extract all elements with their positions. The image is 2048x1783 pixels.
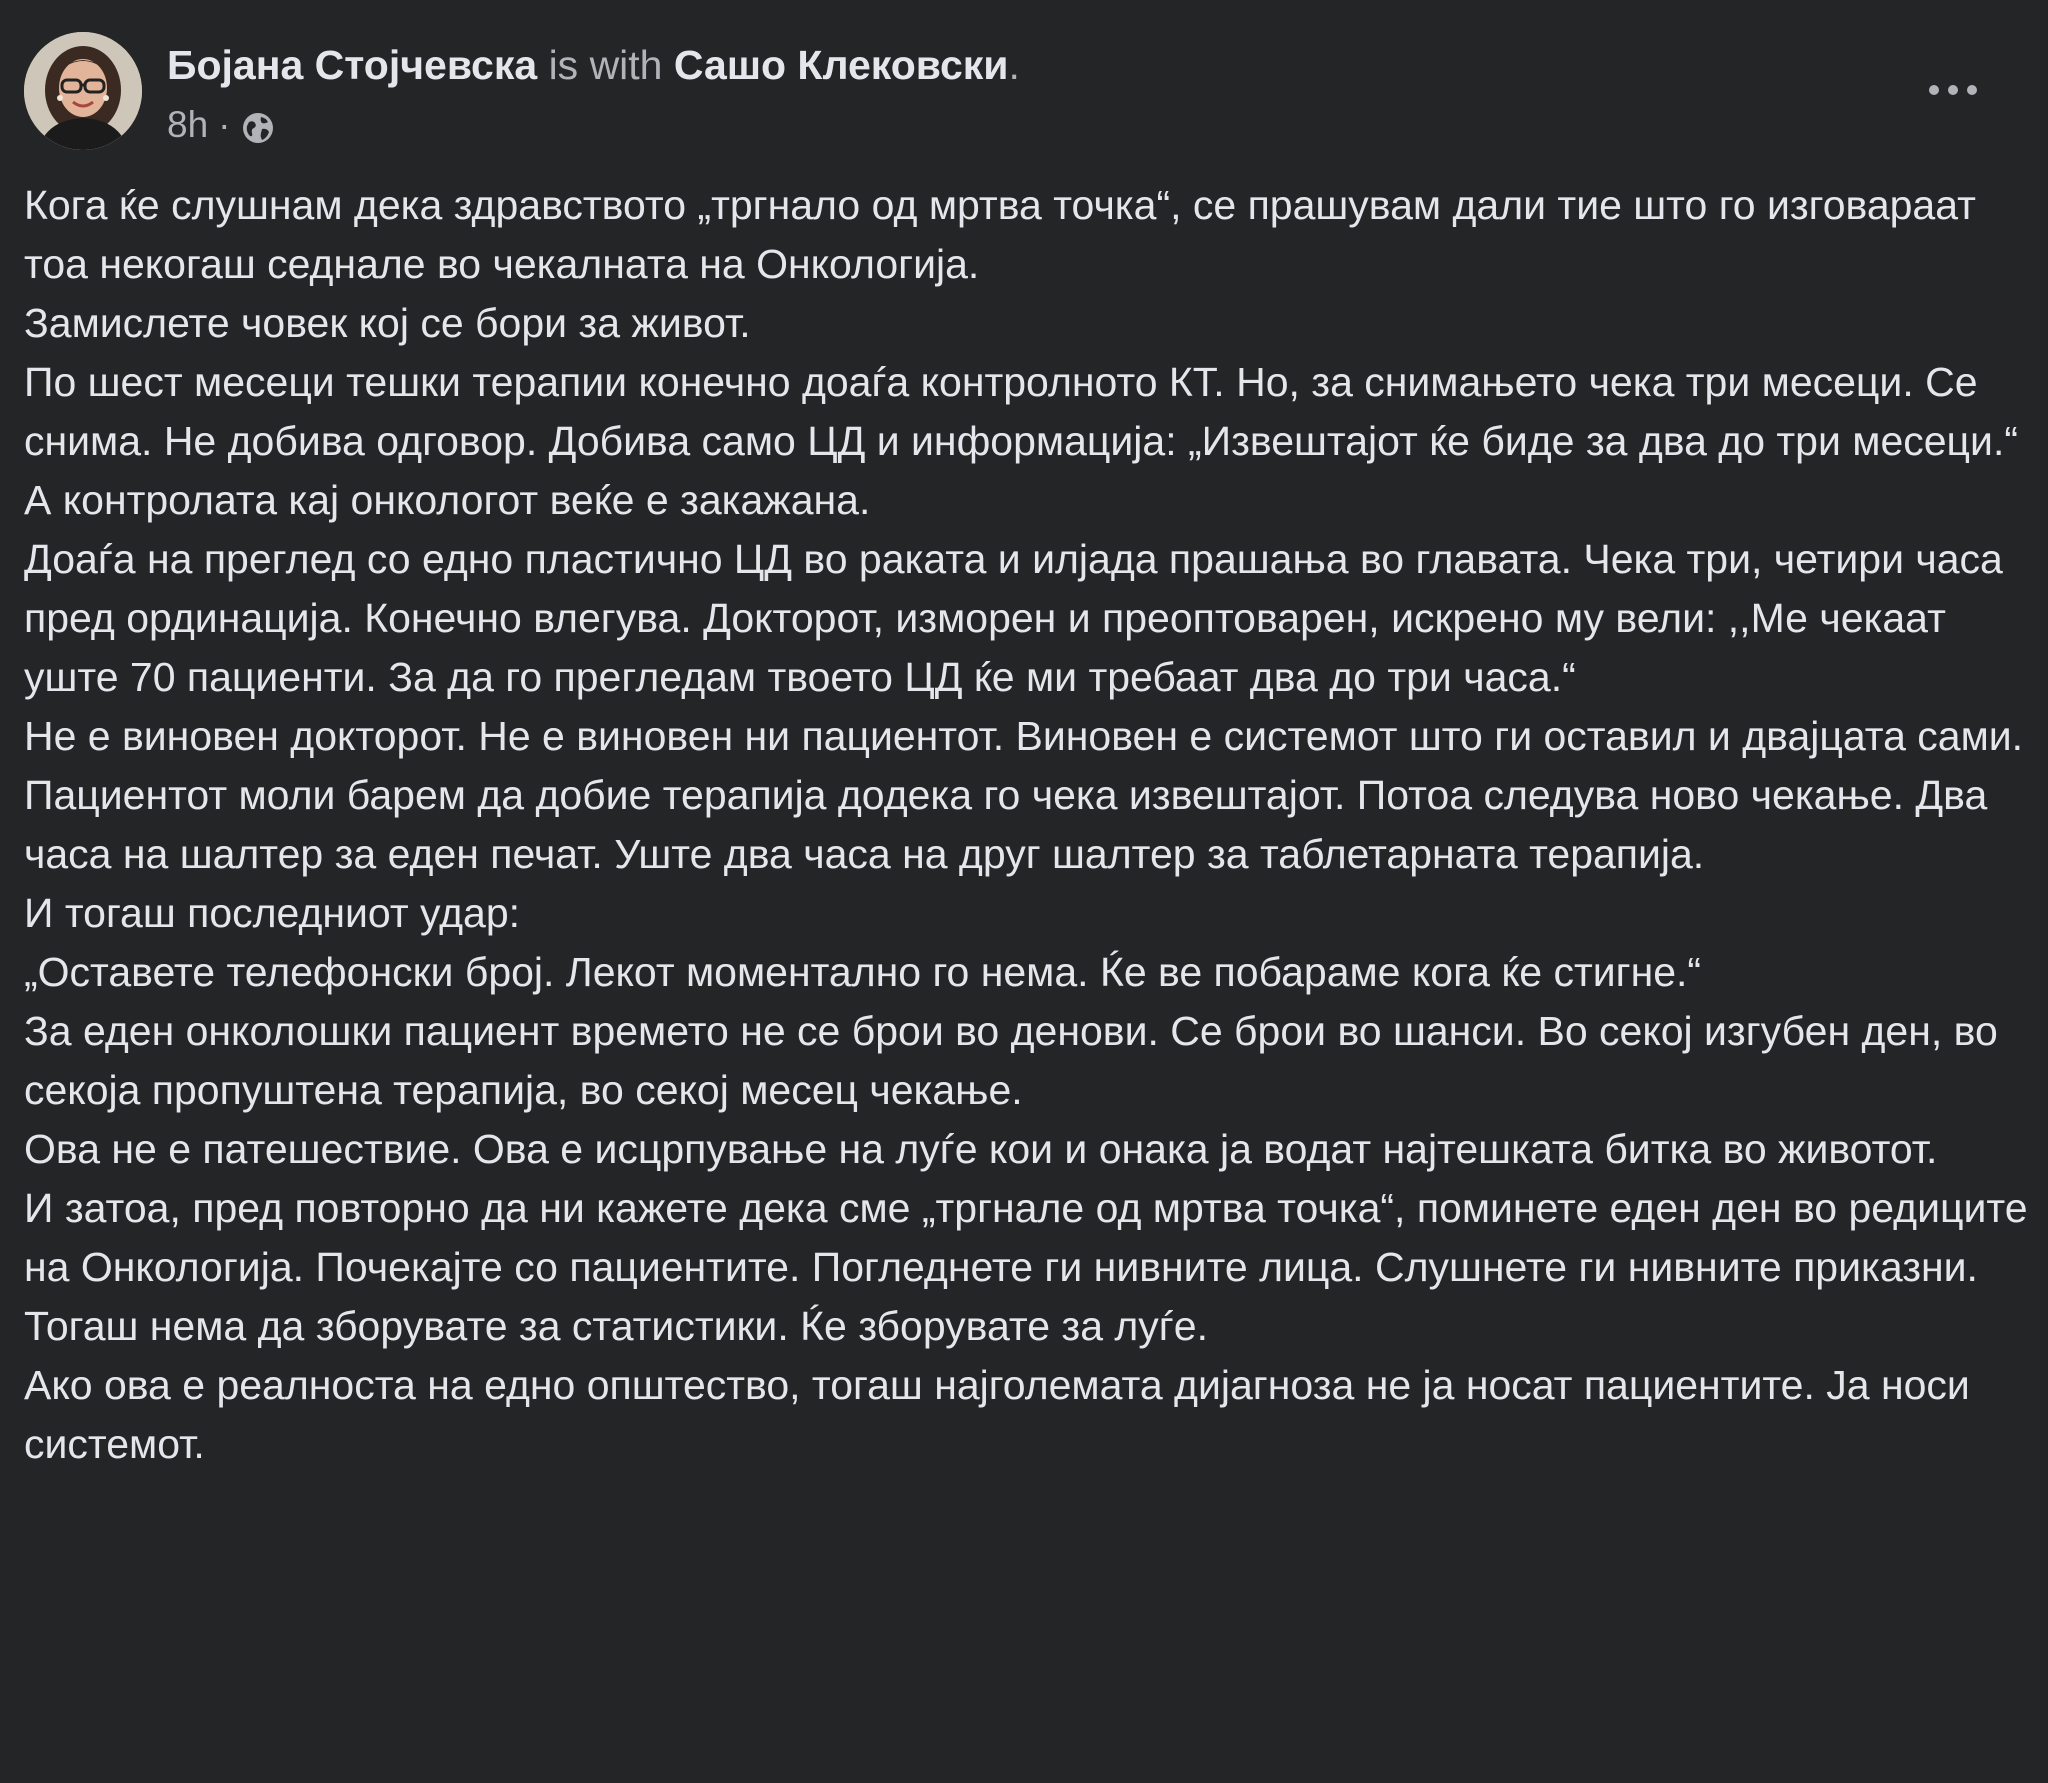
post-paragraph: И затоа, пред повторно да ни кажете дека сме „тргнале од мртва точка“, поминете еден ден во редиците на Онкологија. Почекајте со пациентите. Погледнете ги нивните лица. Слушнете ги нивните приказни. [24,1185,2028,1290]
name-period: . [1008,42,1020,88]
with-label: is with [548,42,663,88]
post-paragraph: Тогаш нема да зборувате за статистики. Ќе зборувате за луѓе. [24,1303,1208,1349]
post-paragraph: Пациентот моли барем да добие терапија додека го чека извештајот. Потоа следува ново чекање. Два часа на шалтер за еден печат. Уште два часа на друг шалтер за таблетарната терапија. [24,772,1988,877]
post-paragraph: „Оставете телефонски број. Лекот моментално го нема. Ќе ве побараме кога ќе стигне.“ [24,949,1702,995]
author-line [167,40,1020,90]
post-paragraph: Кога ќе слушнам дека здравството „тргнало од мртва точка“, се прашувам дали тие што го изговараат тоа некогаш седнале во чекалната на Онкологија. [24,182,1976,287]
more-options-button[interactable] [1918,70,1988,110]
post-paragraph: По шест месеци тешки терапии конечно доаѓа контролното КТ. Но, за снимањето чека три месеци. Се снима. Не добива одговор. Добива само ЦД и информација: „Извештајот ќе биде за два до три месеци.“ А контролата кај онкологот веќе е закажана. [24,359,2018,523]
more-dots-icon [1928,84,1978,96]
avatar-portrait [24,32,142,150]
post-header [24,32,2024,152]
post-paragraph: Ако ова е реалноста на едно општество, тогаш најголемата дијагноза не ја носат пациентите. Ја носи системот. [24,1362,1970,1467]
post-text [24,176,2034,1474]
post-paragraph: Не е виновен докторот. Не е виновен ни пациентот. Виновен е системот што ги оставил и двајцата сами. [24,713,2024,759]
post-paragraph: Ова не е патешествие. Ова е исцрпување на луѓе кои и онака ја водат најтешката битка во животот. [24,1126,1938,1172]
post-paragraph: Доаѓа на преглед со едно пластично ЦД во раката и илјада прашања во главата. Чека три, четири часа пред ординација. Конечно влегува. Докторот, изморен и преоптоварен, искрено му вели: ,,Ме чекаат уште 70 пациенти. За да го прегледам твоето ЦД ќе ми требаат два до три часа.“ [24,536,2003,700]
post-paragraph: И тогаш последниот удар: [24,890,521,936]
tagged-person-link[interactable]: Сашо Клековски [673,42,1009,88]
globe-icon[interactable] [240,109,276,145]
post-meta [167,100,276,150]
author-name-link[interactable]: Бојана Стојчевска [167,42,538,88]
post-timestamp[interactable]: 8h [167,104,209,145]
author-avatar[interactable] [24,32,142,150]
post-paragraph: Замислете човек кој се бори за живот. [24,300,751,346]
meta-separator: · [218,104,231,145]
post-paragraph: За еден онколошки пациент времето не се брои во денови. Се брои во шанси. Во секој изгубен ден, во секоја пропуштена терапија, во секој месец чекање. [24,1008,1998,1113]
